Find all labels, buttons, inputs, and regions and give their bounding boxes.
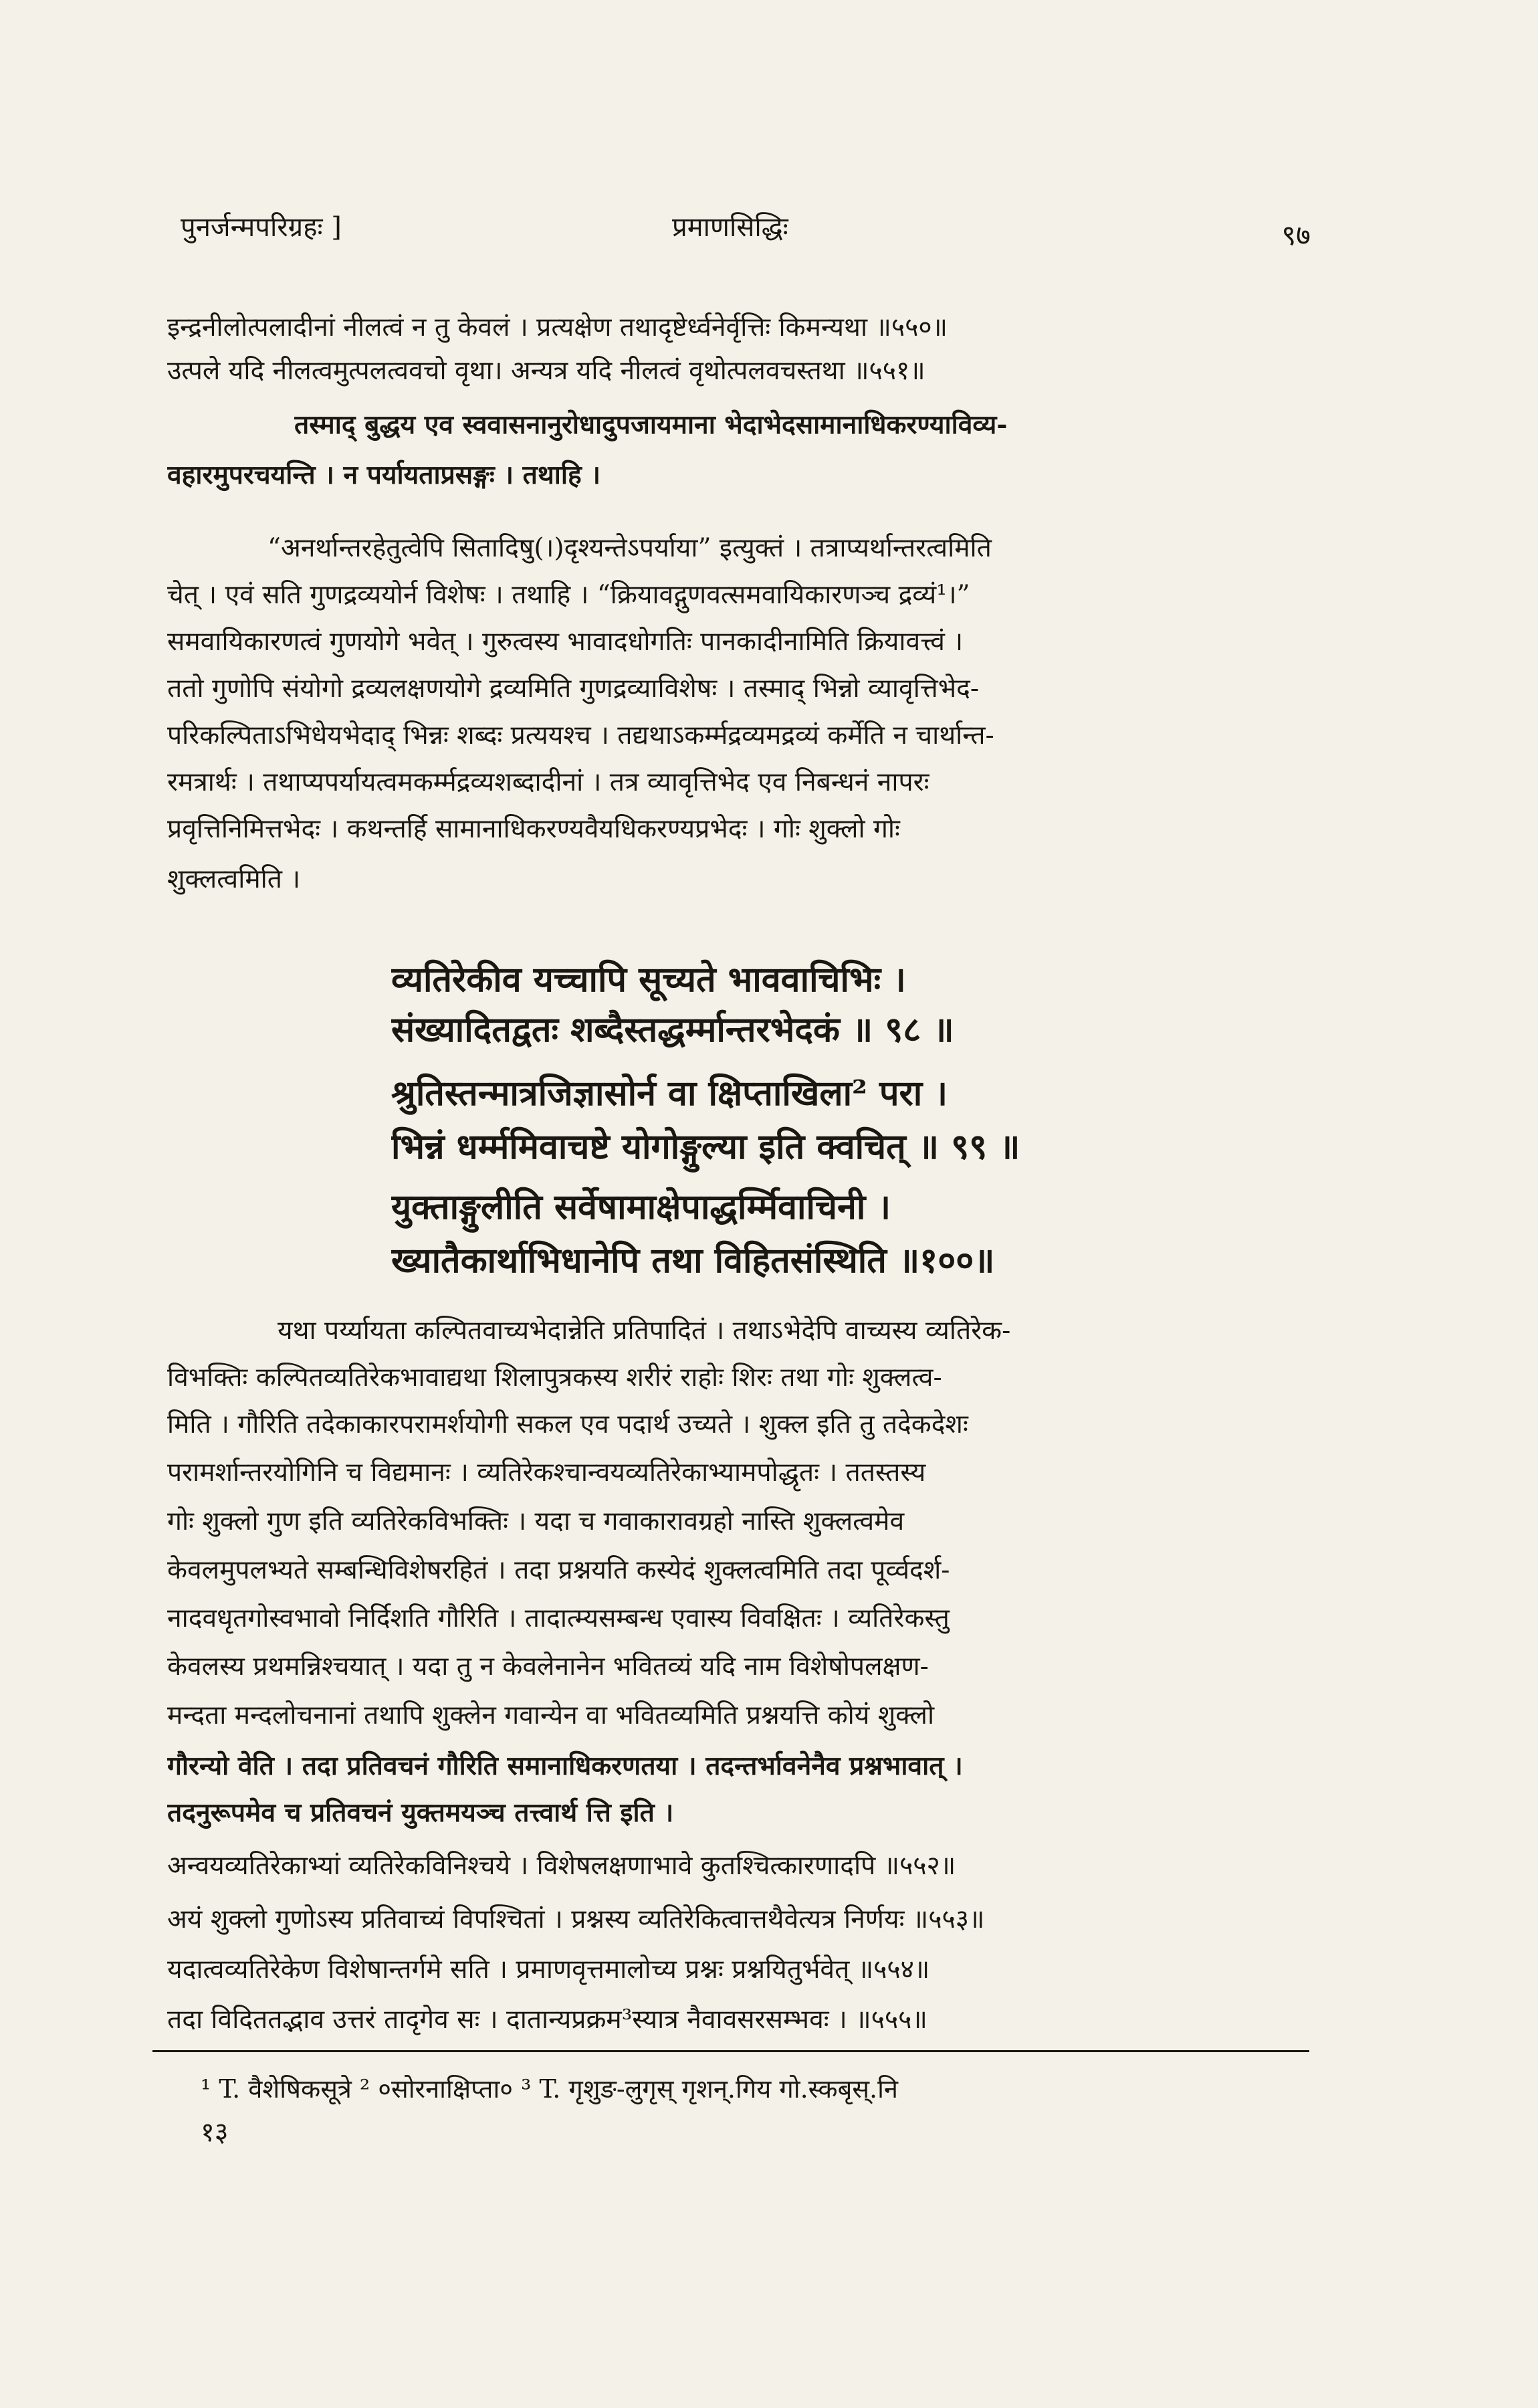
text-line: गोः शुक्लो गुण इति व्यतिरेकविभक्तिः । यदा च गवाकारावग्रहो नास्ति शुक्लत्वमेव — [167, 1506, 905, 1536]
footnotes: ¹ T. वैशेषिकसूत्रे ² ०सोरनाक्षिप्ता० ³ T. गृशुङ-लुगृस् गृशन्.गिय गो.स्कबृस्.नि — [201, 2074, 899, 2104]
text-line: तदा विदिततद्भाव उत्तरं तादृगेव सः । दातान्यप्रक्रम³स्यात्र नैवावसरसम्भवः । ॥५५५॥ — [167, 2005, 927, 2035]
text-line: रमत्रार्थः । तथाप्यपर्यायत्वमकर्म्मद्रव्यशब्दादीनां । तत्र व्यावृत्तिभेद एव निबन्धनं नापरः — [167, 767, 929, 797]
header-book-title: प्रमाणसिद्धिः — [672, 212, 788, 243]
text-line: परिकल्पिताऽभिधेयभेदाद् भिन्नः शब्दः प्रत्ययश्च । तद्यथाऽकर्म्मद्रव्यमद्रव्यं कर्मेति न चार्थान्त- — [167, 720, 994, 750]
text-line: समवायिकारणत्वं गुणयोगे भवेत् । गुरुत्वस्य भावादधोगतिः पानकादीनामिति क्रियावत्त्वं । — [167, 627, 964, 657]
footnote-rule — [152, 2050, 1309, 2052]
text-line: अन्वयव्यतिरेकाभ्यां व्यतिरेकविनिश्चये । विशेषलक्षणाभावे कुतश्चित्कारणादपि ॥५५२॥ — [167, 1851, 956, 1881]
page-signature: १३ — [201, 2117, 229, 2148]
running-header — [181, 201, 1311, 254]
page-number: ९७ — [1281, 219, 1311, 252]
text-line: तस्माद् बुद्धय एव स्ववासनानुरोधादुपजायमाना भेदाभेदसामानाधिकरण्याविव्य- — [294, 409, 1008, 440]
verse-line: ख्यातैकार्थाभिधानेपि तथा विहितसंस्थिति ॥१००॥ — [391, 1240, 995, 1281]
text-line: विभक्तिः कल्पितव्यतिरेकभावाद्यथा शिलापुत्रकस्य शरीरं राहोः शिरः तथा गोः शुक्लत्व- — [167, 1363, 942, 1393]
text-line: इन्द्रनीलोत्पलादीनां नीलत्वं न तु केवलं । प्रत्यक्षेण तथादृष्टेर्ध्वनेर्वृत्तिः किमन्यथा ॥५५०॥ — [167, 312, 948, 342]
text-line: परामर्शान्तरयोगिनि च विद्यमानः । व्यतिरेकश्चान्वयव्यतिरेकाभ्यामपोद्धृतः । ततस्तस्य — [167, 1458, 926, 1488]
text-line: नादवधृतगोस्वभावो निर्दिशति गौरिति । तादात्म्यसम्बन्ध एवास्य विवक्षितः । व्यतिरेकस्तु — [167, 1603, 950, 1633]
text-line: यथा पर्य्यायता कल्पितवाच्यभेदान्नेति प्रतिपादितं । तथाऽभेदेपि वाच्यस्य व्यतिरेक- — [278, 1316, 1011, 1346]
text-line: “अनर्थान्तरहेतुत्वेपि सितादिषु(।)दृश्यन्तेऽपर्याया” इत्युक्तं । तत्राप्यर्थान्तरत्वमिति — [267, 533, 992, 563]
text-line: ततो गुणोपि संयोगो द्रव्यलक्षणयोगे द्रव्यमिति गुणद्रव्याविशेषः । तस्माद् भिन्नो व्यावृत्तिभेद- — [167, 674, 980, 704]
verse-line: श्रुतिस्तन्मात्रजिज्ञासोर्न वा क्षिप्ताखिला² परा । — [391, 1073, 948, 1114]
text-line: अयं शुक्लो गुणोऽस्य प्रतिवाच्यं विपश्चितां । प्रश्नस्य व्यतिरेकित्वात्तथैवेत्यत्र निर्णयः ॥५५३॥ — [167, 1904, 985, 1934]
text-line: मिति । गौरिति तदेकाकारपरामर्शयोगी सकल एव पदार्थ उच्यते । शुक्ल इति तु तदेकदेशः — [167, 1409, 968, 1439]
verse-line: संख्यादितद्वतः शब्दैस्तद्धर्म्मान्तरभेदकं ॥ ९८ ॥ — [391, 1009, 954, 1050]
text-line: केवलस्य प्रथमन्निश्चयात् । यदा तु न केवलेनानेन भवितव्यं यदि नाम विशेषोपलक्षण- — [167, 1651, 929, 1682]
text-line: उत्पले यदि नीलत्वमुत्पलत्ववचो वृथा। अन्यत्र यदि नीलत्वं वृथोत्पलवचस्तथा ॥५५१॥ — [167, 356, 925, 386]
text-line: शुक्लत्वमिति । — [167, 864, 301, 894]
verse-line: व्यतिरेकीव यच्चापि सूच्यते भाववाचिभिः । — [391, 959, 906, 1000]
text-line: तदनुरूपमेव च प्रतिवचनं युक्तमयञ्च तत्त्वार्थ त्ति इति । — [167, 1797, 674, 1828]
text-line: यदात्वव्यतिरेकेण विशेषान्तर्गमे सति । प्रमाणवृत्तमालोच्य प्रश्नः प्रश्नयितुर्भवेत् ॥५५४॥ — [167, 1954, 930, 1985]
text-line: केवलमुपलभ्यते सम्बन्धिविशेषरहितं । तदा प्रश्नयति कस्येदं शुक्लत्वमिति तदा पूर्व्वदर्श- — [167, 1555, 950, 1585]
text-line: प्रवृत्तिनिमित्तभेदः । कथन्तर्हि सामानाधिकरण्यवैयधिकरण्यप्रभेदः । गोः शुक्लो गोः — [167, 814, 900, 844]
verse-line: युक्ताङ्गुलीति सर्वेषामाक्षेपाद्धर्म्मिवाचिनी । — [391, 1187, 891, 1227]
text-line: वहारमुपरचयन्ति । न पर्यायताप्रसङ्गः । तथाहि । — [167, 460, 601, 490]
header-section-title: पुनर्जन्मपरिग्रहः ] — [181, 212, 342, 243]
text-line: गौरन्यो वेति । तदा प्रतिवचनं गौरिति समानाधिकरणतया । तदन्तर्भावनेनैव प्रश्नभावात् । — [167, 1750, 963, 1781]
text-line: चेत् । एवं सति गुणद्रव्ययोर्न विशेषः । तथाहि । “क्रियावद्गुणवत्समवायिकारणञ्च द्रव्यं¹।” — [167, 580, 970, 610]
text-line: मन्दता मन्दलोचनानां तथापि शुक्लेन गवान्येन वा भवितव्यमिति प्रश्नयत्ति कोयं शुक्लो — [167, 1700, 935, 1730]
verse-line: भिन्नं धर्म्ममिवाचष्टे योगोङ्गुल्या इति क्वचित् ॥ ९९ ॥ — [391, 1126, 1020, 1167]
